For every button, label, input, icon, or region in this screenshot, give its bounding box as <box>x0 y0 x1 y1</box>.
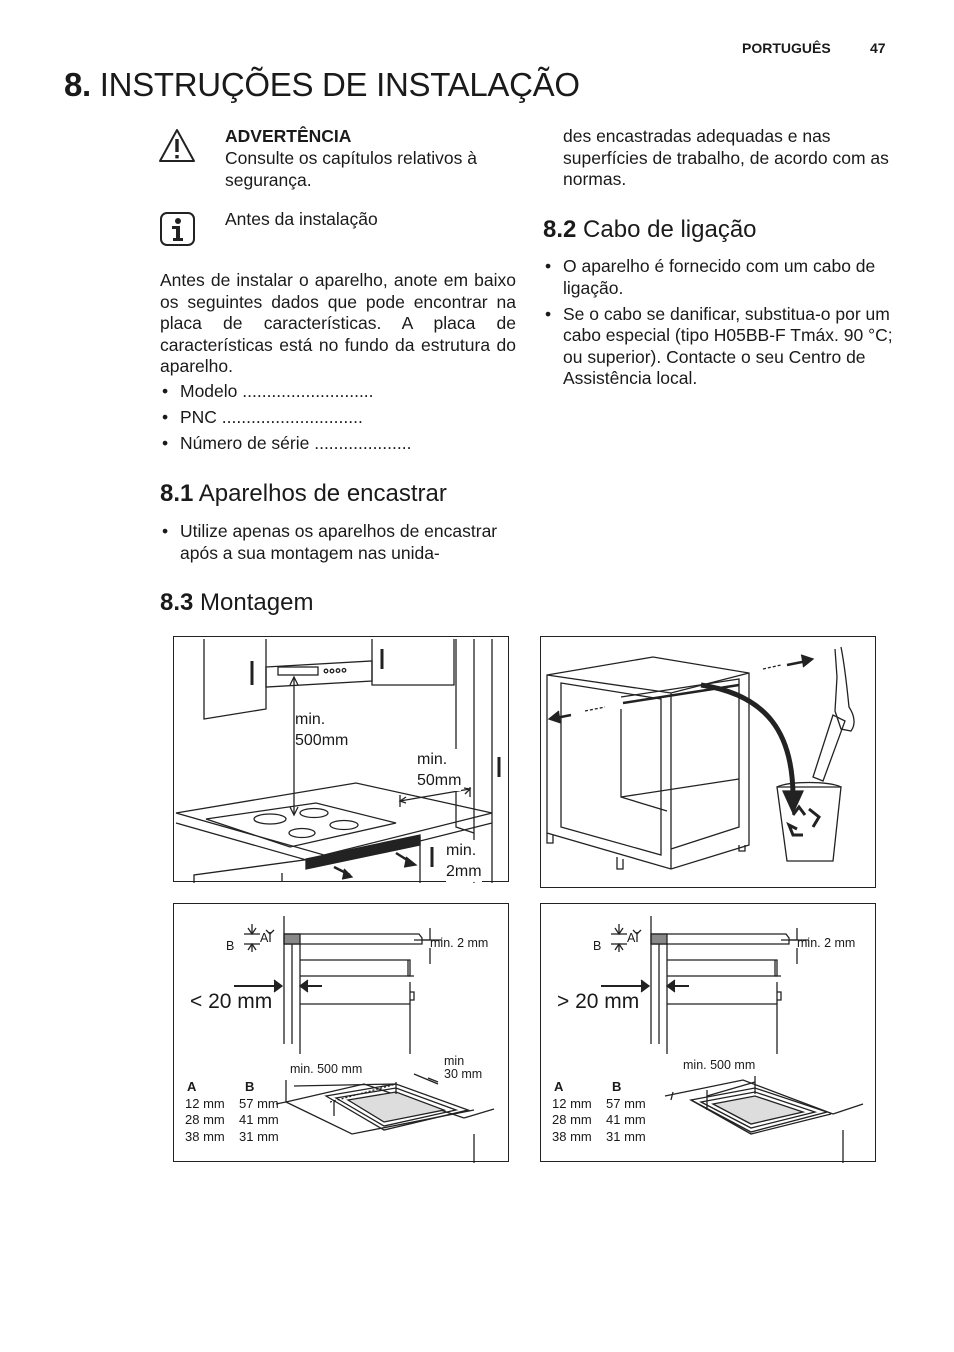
table-row: 12 mm 57 mm <box>185 1095 279 1111</box>
label-min-gap: min. 2 mm <box>797 936 856 950</box>
label-a: A <box>627 931 636 945</box>
warning-text: Consulte os capítulos relativos à segurança. <box>225 148 477 190</box>
section-8-1-list <box>160 521 500 564</box>
label-distance: > 20 mm <box>557 990 640 1013</box>
label-a: A <box>260 931 269 945</box>
figure-cross-section-under-20mm <box>173 903 509 1162</box>
list-item: • Modelo ........................... <box>160 381 520 403</box>
table-header: A B <box>554 1079 622 1094</box>
recycle-icon <box>789 805 829 839</box>
data-fields-list <box>160 381 520 455</box>
title-text: INSTRUÇÕES DE INSTALAÇÃO <box>99 66 580 103</box>
section-8-2-heading: 8.2 Cabo de ligação <box>543 216 757 243</box>
list-item: • Utilize apenas os aparelhos de encastrar após a sua montagem nas unida- <box>160 521 500 564</box>
figure-cross-section-over-20mm <box>540 903 876 1162</box>
info-text: Antes da instalação <box>225 209 378 229</box>
label-min-depth: min. 500 mm <box>290 1062 363 1076</box>
section-8-1-continuation: des encastradas adequadas e nas superfícies de trabalho, de acordo com as normas. <box>563 126 889 189</box>
label-side-clearance: min. 50mm <box>417 751 462 789</box>
table-row: 38 mm 31 mm <box>552 1128 646 1144</box>
list-item: • Se o cabo se danificar, substitua-o por um cabo especial (tipo H05BB-F Tmáx. 90 °C; ou superior). Contacte o seu Centro de Assistência local. <box>543 304 895 390</box>
table-header: A B <box>187 1079 255 1094</box>
dimension-table <box>185 1079 299 1145</box>
screwdriver-icon <box>811 657 857 787</box>
table-row: 12 mm 57 mm <box>552 1095 646 1111</box>
section-8-3-heading: 8.3 Montagem <box>160 589 314 616</box>
label-distance: < 20 mm <box>190 990 273 1013</box>
header-language: PORTUGUÊS <box>742 40 831 56</box>
section-8-2-list <box>543 256 895 390</box>
warning-heading: ADVERTÊNCIA <box>225 126 352 146</box>
page-title <box>64 66 580 104</box>
label-gap-clearance: min. 2mm <box>446 842 482 880</box>
intro-paragraph: Antes de instalar o aparelho, anote em baixo os seguintes dados que pode encontrar na placa de características. A placa de características está no fundo da estrutura do aparelho. <box>160 270 516 376</box>
label-b: B <box>226 939 235 953</box>
label-min-depth: min. 500 mm <box>683 1058 756 1072</box>
label-min-gap: min. 2 mm <box>430 936 489 950</box>
list-item: • O aparelho é fornecido com um cabo de ligação. <box>543 256 895 299</box>
table-row: 28 mm 41 mm <box>185 1112 279 1127</box>
list-item: • Número de série .................... <box>160 433 520 455</box>
page-number: 47 <box>870 40 886 56</box>
label-b: B <box>593 939 602 953</box>
label-hood-clearance: min. 500mm <box>295 711 349 749</box>
table-row: 28 mm 41 mm <box>552 1112 646 1127</box>
section-8-1-heading: 8.1 Aparelhos de encastrar <box>160 480 447 507</box>
list-item: • PNC ............................. <box>160 407 520 429</box>
figure-cabinet-preparation <box>540 636 876 888</box>
figure-hood-clearance <box>173 636 509 882</box>
info-icon <box>159 210 197 248</box>
title-number: 8. <box>64 66 91 103</box>
warning-triangle-icon <box>157 126 197 166</box>
dimension-table <box>552 1079 666 1145</box>
table-row: 38 mm 31 mm <box>185 1128 279 1144</box>
label-side-clearance: min 30 mm <box>444 1054 483 1081</box>
